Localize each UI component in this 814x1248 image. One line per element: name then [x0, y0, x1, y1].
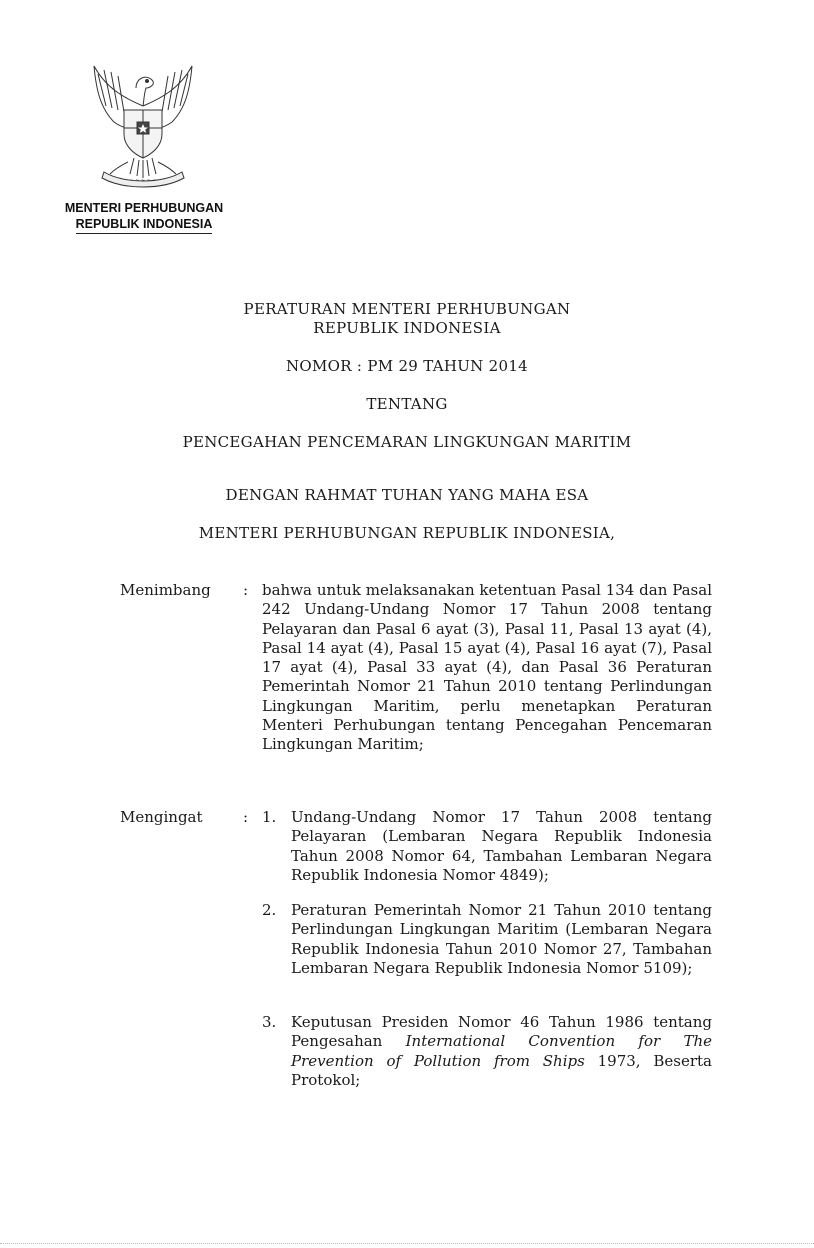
- mengingat-item-3-text: [291, 1013, 712, 1090]
- mengingat-item-2-number: 2.: [262, 901, 277, 919]
- regulation-subject: PENCEGAHAN PENCEMARAN LINGKUNGAN MARITIM: [182, 433, 632, 451]
- garuda-emblem-icon: [84, 58, 202, 190]
- mengingat-item-1-text: Undang-Undang Nomor 17 Tahun 2008 tentang Pelayaran (Lembaran Negara Republik Indonesia Tahun 2008 Nomor 64, Tambahan Lembaran Negara Republik Indonesia Nomor 4849);: [291, 808, 712, 884]
- mengingat-label: Mengingat: [120, 808, 203, 826]
- blessing-line: DENGAN RAHMAT TUHAN YANG MAHA ESA: [225, 486, 589, 504]
- mengingat-colon: :: [243, 808, 249, 826]
- scan-edge-line: [0, 1243, 814, 1244]
- ministry-country: REPUBLIK INDONESIA: [76, 216, 213, 234]
- ministry-letterhead: [54, 200, 234, 234]
- svg-text:~ ~ ~ ~ ~: ~ ~ ~ ~ ~: [129, 178, 157, 184]
- regulation-country: REPUBLIK INDONESIA: [313, 319, 501, 337]
- issuer-line: MENTERI PERHUBUNGAN REPUBLIK INDONESIA,: [198, 524, 616, 542]
- regulation-number: NOMOR : PM 29 TAHUN 2014: [285, 357, 529, 375]
- mengingat-item-1-number: 1.: [262, 808, 277, 826]
- item-3-text-after: 1973, Beserta Protokol;: [291, 1051, 712, 1089]
- ministry-name: MENTERI PERHUBUNGAN: [64, 201, 224, 215]
- mengingat-item-3-number: 3.: [262, 1013, 277, 1031]
- menimbang-colon: :: [243, 581, 249, 599]
- tentang-heading: TENTANG: [366, 395, 448, 413]
- regulation-title: PERATURAN MENTERI PERHUBUNGAN: [243, 300, 571, 318]
- mengingat-item-2-text: Peraturan Pemerintah Nomor 21 Tahun 2010 tentang Perlindungan Lingkungan Maritim (Lembaran Negara Republik Indonesia Tahun 2010 Nomor 27, Tambahan Lembaran Negara Republik Indonesia Nomor 5109);: [291, 901, 712, 977]
- item-3-text-before: Keputusan Presiden Nomor 46 Tahun 1986 tentang Pengesahan: [291, 1013, 712, 1051]
- convention-title: International Convention for The Prevention of Pollution from Ships: [291, 1032, 712, 1070]
- menimbang-label: Menimbang: [120, 581, 211, 599]
- menimbang-text: bahwa untuk melaksanakan ketentuan Pasal 134 dan Pasal 242 Undang-Undang Nomor 17 Tahun 2008 tentang Pelayaran dan Pasal 6 ayat (3), Pasal 11, Pasal 13 ayat (4), Pasal 14 ayat (4), Pasal 15 ayat (4), Pasal 16 ayat (7), Pasal 17 ayat (4), Pasal 33 ayat (4), dan Pasal 36 Peraturan Pemerintah Nomor 21 Tahun 2010 tentang Perlindungan Lingkungan Maritim, perlu menetapkan Peraturan Menteri Perhubungan tentang Pencegahan Pencemaran Lingkungan Maritim;: [262, 581, 712, 754]
